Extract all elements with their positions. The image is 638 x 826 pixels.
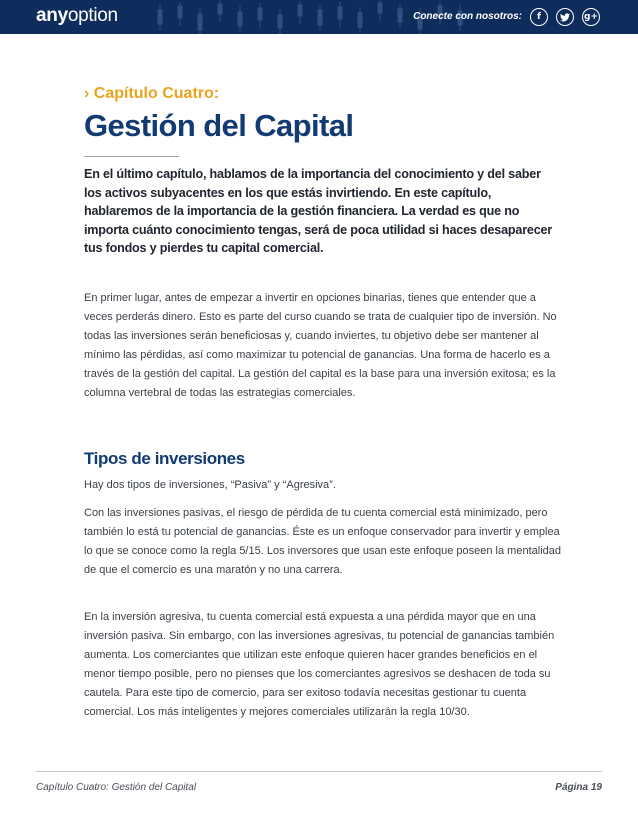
facebook-icon[interactable]: f: [530, 8, 548, 26]
googleplus-icon[interactable]: g+: [582, 8, 600, 26]
section-title: Tipos de inversiones: [84, 449, 245, 468]
logo-option: option: [67, 5, 118, 26]
brand-logo[interactable]: [36, 5, 118, 27]
section-paragraph-1: Hay dos tipos de inversiones, “Pasiva” y “Agresiva”.: [84, 479, 336, 491]
footer-chapter-label: Capítulo Cuatro: Gestión del Capital: [36, 782, 197, 793]
twitter-bird-icon: [560, 13, 570, 22]
title-divider: [84, 156, 179, 157]
footer-divider: [36, 771, 602, 772]
page-header: [0, 0, 638, 34]
chapter-kicker: › Capítulo Cuatro:: [84, 85, 220, 102]
connect-label: Conecte con nosotros:: [413, 11, 522, 22]
logo-any: any: [36, 5, 68, 26]
intro-paragraph: En el último capítulo, hablamos de la importancia del conocimiento y del saber los activos subyacentes en los que estás invirtiendo. En este capítulo, hablaremos de la importancia de la gestión financiera. La verdad es que no importa cuánto conocimiento tengas, será de poca utilidad si haces desaparecer tus fondos y pierdes tu capital comercial.: [84, 167, 553, 255]
section-paragraph-3: En la inversión agresiva, tu cuenta comercial está expuesta a una pérdida mayor que en una inversión pasiva. Sin embargo, con las inversiones agresivas, tu potencial de ganancias también aumenta. Los comerciantes que utilizan este enfoque quieren hacer grandes beneficios en el menor tiempo posible, pero no pienses que los comerciantes agresivos se deshacen de toda su cautela. Para este tipo de comercio, para ser exitoso todavía necesitas gestionar tu cuenta comercial. Los más inteligentes y mejores comerciales utilizarán la regla 10/30.: [84, 611, 555, 718]
page-title: Gestión del Capital: [84, 108, 354, 143]
twitter-icon[interactable]: [556, 8, 574, 26]
body-paragraph-1: En primer lugar, antes de empezar a invertir en opciones binarias, tienes que entender que a veces perderás dinero. Esto es parte del curso cuando se trata de cualquier tipo de inversión. No todas las inversiones serán beneficiosas y, cuando inviertes, tu objetivo debe ser mantener al mínimo las pérdidas, así como maximizar tu potencial de ganancias. Una forma de hacerlo es a través de la gestión del capital. La gestión del capital es la base para una inversión exitosa; es la columna vertebral de todas las estrategias comerciales.: [84, 292, 557, 399]
section-paragraph-2: Con las inversiones pasivas, el riesgo de pérdida de tu cuenta comercial está minimizado, pero también lo está tu potencial de ganancias. Éste es un enfoque conservador para invertir y emplea lo que se conoce como la regla 5/15. Los inversores que usan este enfoque poseen la mentalidad de que el comercio es una maratón y no una carrera.: [84, 507, 561, 576]
page-number: Página 19: [555, 782, 602, 793]
